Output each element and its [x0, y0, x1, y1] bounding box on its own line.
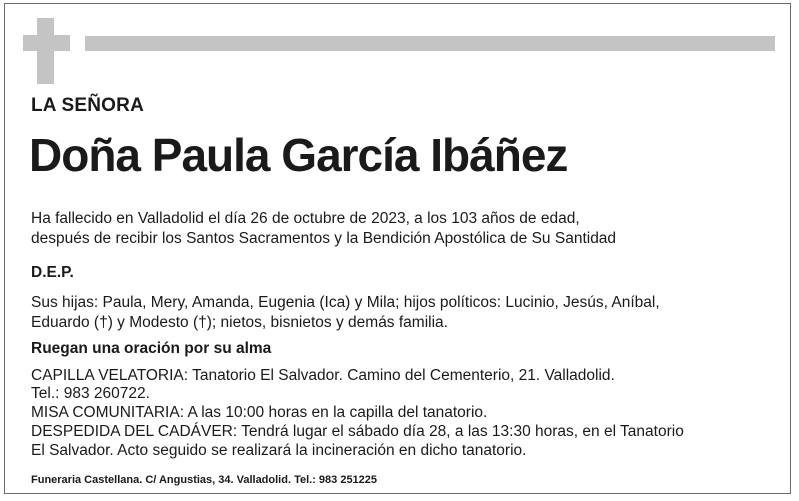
details-line-5: El Salvador. Acto seguido se realizará la incineración en dicho tanatorio.: [31, 442, 527, 459]
funeral-home-footer: Funeraria Castellana. C/ Angustias, 34. Valladolid. Tel.: 983 251225: [31, 474, 378, 486]
details-line-4: DESPEDIDA DEL CADÁVER: Tendrá lugar el sábado día 28, a las 13:30 horas, en el Tanatorio: [31, 423, 684, 440]
details-line-1: CAPILLA VELATORIA: Tanatorio El Salvador. Camino del Cementerio, 21. Valladolid.: [31, 367, 615, 384]
cross-icon: [23, 18, 70, 84]
deceased-name: Doña Paula García Ibáñez: [29, 129, 568, 181]
details-line-2: Tel.: 983 260722.: [31, 385, 150, 402]
announcement-line-1: Ha fallecido en Valladolid el día 26 de octubre de 2023, a los 103 años de edad,: [31, 210, 580, 227]
honorific: LA SEÑORA: [31, 95, 144, 116]
prayer-request: Ruegan una oración por su alma: [31, 340, 272, 357]
family-line-2: Eduardo (†) y Modesto (†); nietos, bisnietos y demás familia.: [31, 314, 448, 331]
details-line-3: MISA COMUNITARIA: A las 10:00 horas en la capilla del tanatorio.: [31, 404, 488, 421]
family-line-1: Sus hijas: Paula, Mery, Amanda, Eugenia (Ica) y Mila; hijos políticos: Lucinio, Jesús, Aníbal,: [31, 294, 660, 311]
announcement-line-2: después de recibir los Santos Sacramentos y la Bendición Apostólica de Su Santidad: [31, 230, 617, 247]
dep-label: D.E.P.: [31, 264, 74, 281]
obituary-card: [4, 3, 791, 494]
decorative-rule: [85, 36, 775, 51]
